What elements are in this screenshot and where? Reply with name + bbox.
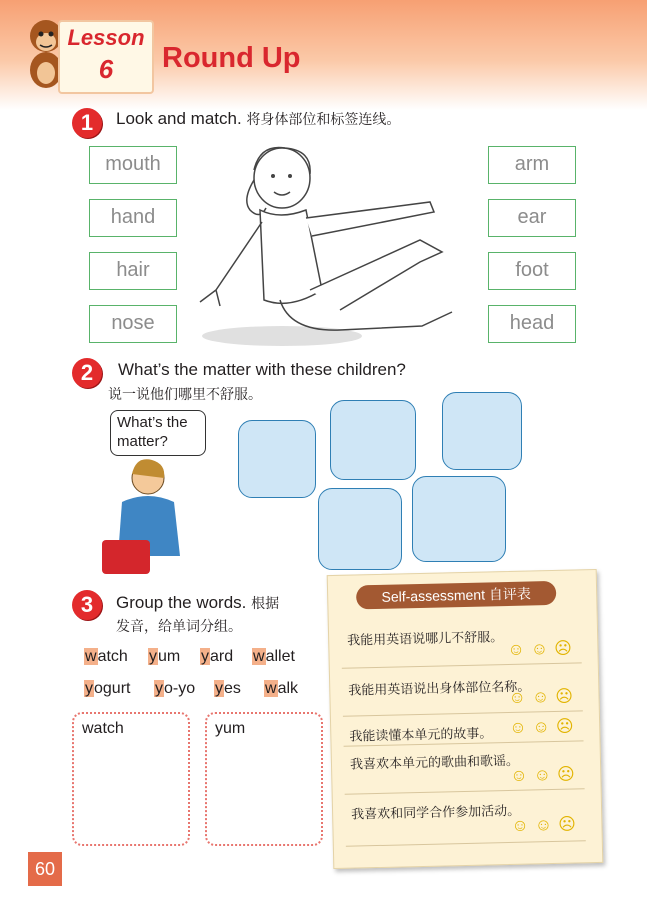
section-3-instruction: [116, 593, 279, 613]
word-box-hand[interactable]: hand: [89, 199, 177, 237]
word-yes-rest: es: [224, 680, 241, 697]
word-box-ear[interactable]: ear: [488, 199, 576, 237]
rating-smileys-icon[interactable]: ☺☺☹: [511, 814, 583, 835]
word-yum-initial: y: [149, 648, 157, 665]
word-walk-initial: w: [265, 680, 277, 697]
child-stomachache-picture: [330, 400, 416, 480]
self-assessment-item: 我能用英语说出身体部位名称。: [348, 678, 531, 698]
self-assessment-item: 我喜欢本单元的歌曲和歌谣。: [349, 752, 520, 772]
word-yes-initial: y: [215, 680, 223, 697]
section-3-instruction-en: Group the words.: [116, 593, 247, 612]
word-walk: [264, 680, 298, 698]
lesson-number: 6: [98, 54, 114, 84]
word-wallet-rest: allet: [265, 648, 295, 665]
word-box-hair[interactable]: hair: [89, 252, 177, 290]
section-2-number: 2: [72, 358, 102, 388]
word-yard-rest: ard: [210, 648, 234, 665]
section-3-instruction-cn-2: 发音，给单词分组。: [116, 619, 242, 635]
word-box-mouth[interactable]: mouth: [89, 146, 177, 184]
rating-smileys-icon[interactable]: ☺☺☹: [508, 716, 580, 737]
girl-stretching-drawing: [190, 140, 470, 350]
rating-smileys-icon[interactable]: ☺☺☹: [510, 764, 581, 785]
self-assessment-item: 我能读懂本单元的故事。: [349, 725, 493, 744]
word-box-nose[interactable]: nose: [89, 305, 177, 343]
word-walk-rest: alk: [277, 680, 299, 697]
rating-smileys-icon[interactable]: ☺☺☹: [508, 686, 580, 708]
child-eye-patch-picture: [238, 420, 316, 498]
page-title: Round Up: [162, 42, 301, 74]
word-yard-initial: y: [201, 648, 209, 665]
divider: [343, 710, 583, 716]
word-yo-yo-initial: y: [155, 680, 163, 697]
word-yum-rest: um: [158, 648, 181, 665]
group-box-yum[interactable]: [205, 712, 323, 846]
word-watch-initial: w: [85, 648, 97, 665]
word-watch: [84, 648, 128, 666]
divider: [346, 840, 586, 846]
section-3-number: 3: [72, 590, 102, 620]
section-1-number: 1: [72, 108, 102, 138]
section-1-instruction-en: Look and match.: [116, 109, 242, 128]
child-headache-picture: [318, 488, 402, 570]
section-2-question: What’s the matter with these children?: [118, 360, 406, 379]
word-watch-rest: atch: [97, 648, 128, 665]
speech-bubble: What’s the matter?: [110, 410, 206, 456]
word-box-foot[interactable]: foot: [488, 252, 576, 290]
word-yogurt: [84, 680, 130, 698]
child-hurt-leg-picture: [412, 476, 506, 562]
word-yogurt-initial: y: [85, 680, 93, 697]
lesson-badge: [58, 20, 154, 94]
divider: [345, 788, 585, 794]
self-assessment-item: 我能用英语说哪儿不舒服。: [347, 629, 504, 648]
self-assessment-card: [327, 569, 604, 869]
divider: [342, 662, 582, 668]
word-yes: [214, 680, 241, 698]
rating-smileys-icon[interactable]: ☺☺☹: [507, 638, 579, 660]
word-yo-yo: [154, 680, 195, 698]
section-1-instruction-cn: 将身体部位和标签连线。: [246, 112, 401, 128]
word-yard: [200, 648, 233, 666]
group-box-yum-label: yum: [215, 720, 246, 737]
section-2-question-cn: 说一说他们哪里不舒服。: [108, 387, 262, 403]
woman-with-bag-illustration: [100, 456, 188, 578]
word-yogurt-rest: ogurt: [94, 680, 131, 697]
word-wallet: [252, 648, 295, 666]
word-box-head[interactable]: head: [488, 305, 576, 343]
lesson-label: Lesson: [67, 25, 145, 50]
self-assessment-title: Self-assessment 自评表: [356, 581, 556, 610]
section-3-instruction-cn-1: 根据: [251, 596, 280, 612]
group-box-watch[interactable]: [72, 712, 190, 846]
word-yum: [148, 648, 180, 666]
word-wallet-initial: w: [253, 648, 265, 665]
group-box-watch-label: watch: [82, 720, 124, 737]
word-yo-yo-rest: o-yo: [164, 680, 196, 697]
child-arm-sling-picture: [442, 392, 522, 470]
page-number: 60: [28, 852, 62, 886]
self-assessment-item: 我喜欢和同学合作参加活动。: [350, 802, 521, 822]
word-box-arm[interactable]: arm: [488, 146, 576, 184]
section-1-instruction: [116, 109, 400, 129]
